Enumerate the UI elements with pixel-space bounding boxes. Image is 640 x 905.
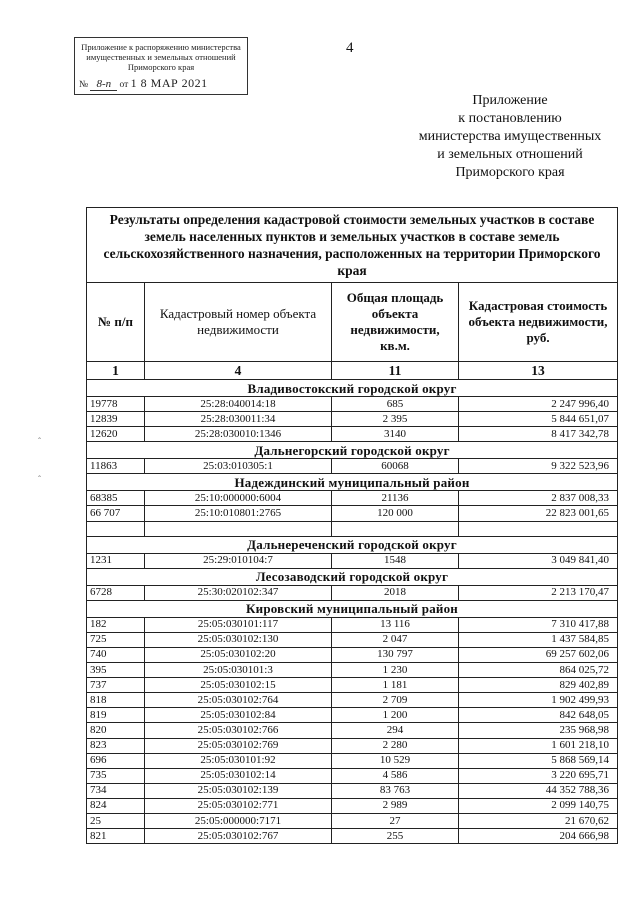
header-value: Кадастровая стоимость объекта недвижимости, руб. (459, 283, 618, 362)
cell-cadastral: 25:03:010305:1 (145, 459, 332, 474)
cell-area: 3140 (332, 427, 459, 442)
cell-no: 6728 (87, 585, 145, 600)
cell-area: 294 (332, 723, 459, 738)
table-row (87, 678, 618, 693)
appendix-line: министерства имущественных (418, 129, 602, 144)
table-row (87, 708, 618, 723)
margin-mark: ˆ (38, 436, 41, 446)
stamp-number-label: № (79, 80, 89, 90)
cadastral-value-table (86, 207, 618, 844)
cell-cadastral: 25:10:000000:6004 (145, 491, 332, 506)
cell-value: 204 666,98 (459, 829, 618, 844)
stamp-date: 1 8 МАР 2021 (130, 76, 208, 90)
cell-no: 819 (87, 708, 145, 723)
table-row (87, 783, 618, 798)
cell-value: 5 868 569,14 (459, 753, 618, 768)
cell-cadastral: 25:05:030101:92 (145, 753, 332, 768)
cell-no: 19778 (87, 397, 145, 412)
cell-cadastral: 25:05:030102:20 (145, 647, 332, 662)
cell-value: 2 213 170,47 (459, 585, 618, 600)
cell-no: 25 (87, 813, 145, 828)
cell-value: 2 837 008,33 (459, 491, 618, 506)
cell-area: 21136 (332, 491, 459, 506)
cell-area: 255 (332, 829, 459, 844)
page-number: 4 (346, 40, 354, 56)
appendix-line: Приморского края (455, 165, 565, 180)
stamp-from-label: от (119, 80, 129, 90)
cell-value: 1 601 218,10 (459, 738, 618, 753)
cell-value: 69 257 602,06 (459, 647, 618, 662)
col-number-area: 11 (332, 362, 459, 380)
cell-area: 120 000 (332, 506, 459, 521)
cell-no: 12620 (87, 427, 145, 442)
stamp-line: Приморского края (127, 62, 195, 72)
cell-area: 4 586 (332, 768, 459, 783)
table-row (87, 829, 618, 844)
cell-value: 1 902 499,93 (459, 693, 618, 708)
margin-mark: ˆ (38, 474, 41, 484)
district-heading: Кировский муниципальный район (87, 600, 618, 617)
table-row (87, 663, 618, 678)
cell-no: 696 (87, 753, 145, 768)
table-row (87, 738, 618, 753)
table-row (87, 617, 618, 632)
cell-area: 685 (332, 397, 459, 412)
cell-cadastral: 25:05:030102:766 (145, 723, 332, 738)
cell-area: 27 (332, 813, 459, 828)
cell-no: 818 (87, 693, 145, 708)
cell-no: 734 (87, 783, 145, 798)
cell-no (87, 521, 145, 536)
cell-value: 3 049 841,40 (459, 553, 618, 568)
cell-no: 735 (87, 768, 145, 783)
cell-cadastral: 25:28:040014:18 (145, 397, 332, 412)
cell-area: 130 797 (332, 647, 459, 662)
cell-no: 66 707 (87, 506, 145, 521)
cell-value: 2 247 996,40 (459, 397, 618, 412)
cell-cadastral: 25:10:010801:2765 (145, 506, 332, 521)
table-row (87, 768, 618, 783)
stamp-line: имущественных и земельных отношений (86, 52, 236, 62)
district-heading: Дальнегорский городской округ (87, 442, 618, 459)
stamp-line: Приложение к распоряжению министерства (81, 42, 241, 52)
cell-cadastral: 25:05:030101:117 (145, 617, 332, 632)
cell-cadastral: 25:05:030102:130 (145, 632, 332, 647)
stamp-number-line (79, 78, 249, 90)
cell-cadastral: 25:05:030102:769 (145, 738, 332, 753)
table-row (87, 798, 618, 813)
table-row (87, 553, 618, 568)
table-row (87, 647, 618, 662)
cell-area: 2 395 (332, 412, 459, 427)
table-row (87, 412, 618, 427)
cell-cadastral: 25:28:030010:1346 (145, 427, 332, 442)
cell-value: 1 437 584,85 (459, 632, 618, 647)
cell-area: 1 200 (332, 708, 459, 723)
cell-area: 10 529 (332, 753, 459, 768)
table-title: Результаты определения кадастровой стоимости земельных участков в составе земель населенных пунктов и земельных участков в составе земель сельскохозяйственного назначения, расположенных на территории Приморского края (87, 208, 618, 283)
appendix-line: и земельных отношений (437, 147, 583, 162)
table-row (87, 459, 618, 474)
cell-cadastral: 25:05:030102:84 (145, 708, 332, 723)
table-row (87, 491, 618, 506)
cell-value: 9 322 523,96 (459, 459, 618, 474)
col-number-no: 1 (87, 362, 145, 380)
cell-no: 11863 (87, 459, 145, 474)
cell-value: 44 352 788,36 (459, 783, 618, 798)
header-no: № п/п (87, 283, 145, 362)
cell-no: 737 (87, 678, 145, 693)
cell-cadastral: 25:29:010104:7 (145, 553, 332, 568)
cell-value: 829 402,89 (459, 678, 618, 693)
district-heading: Надеждинский муниципальный район (87, 474, 618, 491)
cell-area: 83 763 (332, 783, 459, 798)
cell-no: 1231 (87, 553, 145, 568)
cell-no: 740 (87, 647, 145, 662)
cell-value: 2 099 140,75 (459, 798, 618, 813)
cell-no: 395 (87, 663, 145, 678)
cell-value: 864 025,72 (459, 663, 618, 678)
district-heading: Лесозаводский городской округ (87, 568, 618, 585)
cell-value: 235 968,98 (459, 723, 618, 738)
cell-area: 1548 (332, 553, 459, 568)
cell-value: 842 648,05 (459, 708, 618, 723)
cell-area: 2018 (332, 585, 459, 600)
cell-area: 2 280 (332, 738, 459, 753)
cell-no: 725 (87, 632, 145, 647)
cell-no: 182 (87, 617, 145, 632)
table-row (87, 585, 618, 600)
cell-value: 5 844 651,07 (459, 412, 618, 427)
cell-area: 60068 (332, 459, 459, 474)
cell-cadastral: 25:05:030102:764 (145, 693, 332, 708)
appendix-line: к постановлению (458, 111, 562, 126)
cell-value: 3 220 695,71 (459, 768, 618, 783)
table-row (87, 521, 618, 536)
cell-no: 824 (87, 798, 145, 813)
cell-no: 12839 (87, 412, 145, 427)
table-row (87, 813, 618, 828)
cell-no: 821 (87, 829, 145, 844)
header-cadastral: Кадастровый номер объекта недвижимости (145, 283, 332, 362)
cell-cadastral: 25:05:030102:767 (145, 829, 332, 844)
cell-cadastral: 25:05:030102:14 (145, 768, 332, 783)
cell-cadastral: 25:28:030011:34 (145, 412, 332, 427)
approval-stamp (74, 37, 248, 95)
cell-area: 2 709 (332, 693, 459, 708)
table-row (87, 506, 618, 521)
cell-cadastral: 25:05:030102:139 (145, 783, 332, 798)
appendix-line: Приложение (472, 93, 548, 108)
cell-cadastral: 25:05:030101:3 (145, 663, 332, 678)
stamp-number-value: 8-п (90, 78, 117, 91)
district-heading: Дальнереченский городской округ (87, 536, 618, 553)
cell-cadastral: 25:30:020102:347 (145, 585, 332, 600)
district-heading: Владивостокский городской округ (87, 380, 618, 397)
cell-area: 13 116 (332, 617, 459, 632)
cell-value: 8 417 342,78 (459, 427, 618, 442)
cell-value (459, 521, 618, 536)
appendix-heading (400, 92, 620, 182)
cell-no: 823 (87, 738, 145, 753)
cell-cadastral: 25:05:030102:771 (145, 798, 332, 813)
cell-area: 1 181 (332, 678, 459, 693)
cell-value: 22 823 001,65 (459, 506, 618, 521)
table-row (87, 723, 618, 738)
table-row (87, 427, 618, 442)
table-row (87, 632, 618, 647)
table-row (87, 397, 618, 412)
cell-area: 2 989 (332, 798, 459, 813)
table-row (87, 693, 618, 708)
cell-area (332, 521, 459, 536)
header-area: Общая площадь объекта недвижимости, кв.м. (332, 283, 459, 362)
table-row (87, 753, 618, 768)
col-number-cadastral: 4 (145, 362, 332, 380)
cell-cadastral: 25:05:000000:7171 (145, 813, 332, 828)
cell-cadastral: 25:05:030102:15 (145, 678, 332, 693)
cell-cadastral (145, 521, 332, 536)
col-number-value: 13 (459, 362, 618, 380)
cell-value: 21 670,62 (459, 813, 618, 828)
cell-area: 2 047 (332, 632, 459, 647)
cell-no: 68385 (87, 491, 145, 506)
cell-no: 820 (87, 723, 145, 738)
cell-value: 7 310 417,88 (459, 617, 618, 632)
cell-area: 1 230 (332, 663, 459, 678)
